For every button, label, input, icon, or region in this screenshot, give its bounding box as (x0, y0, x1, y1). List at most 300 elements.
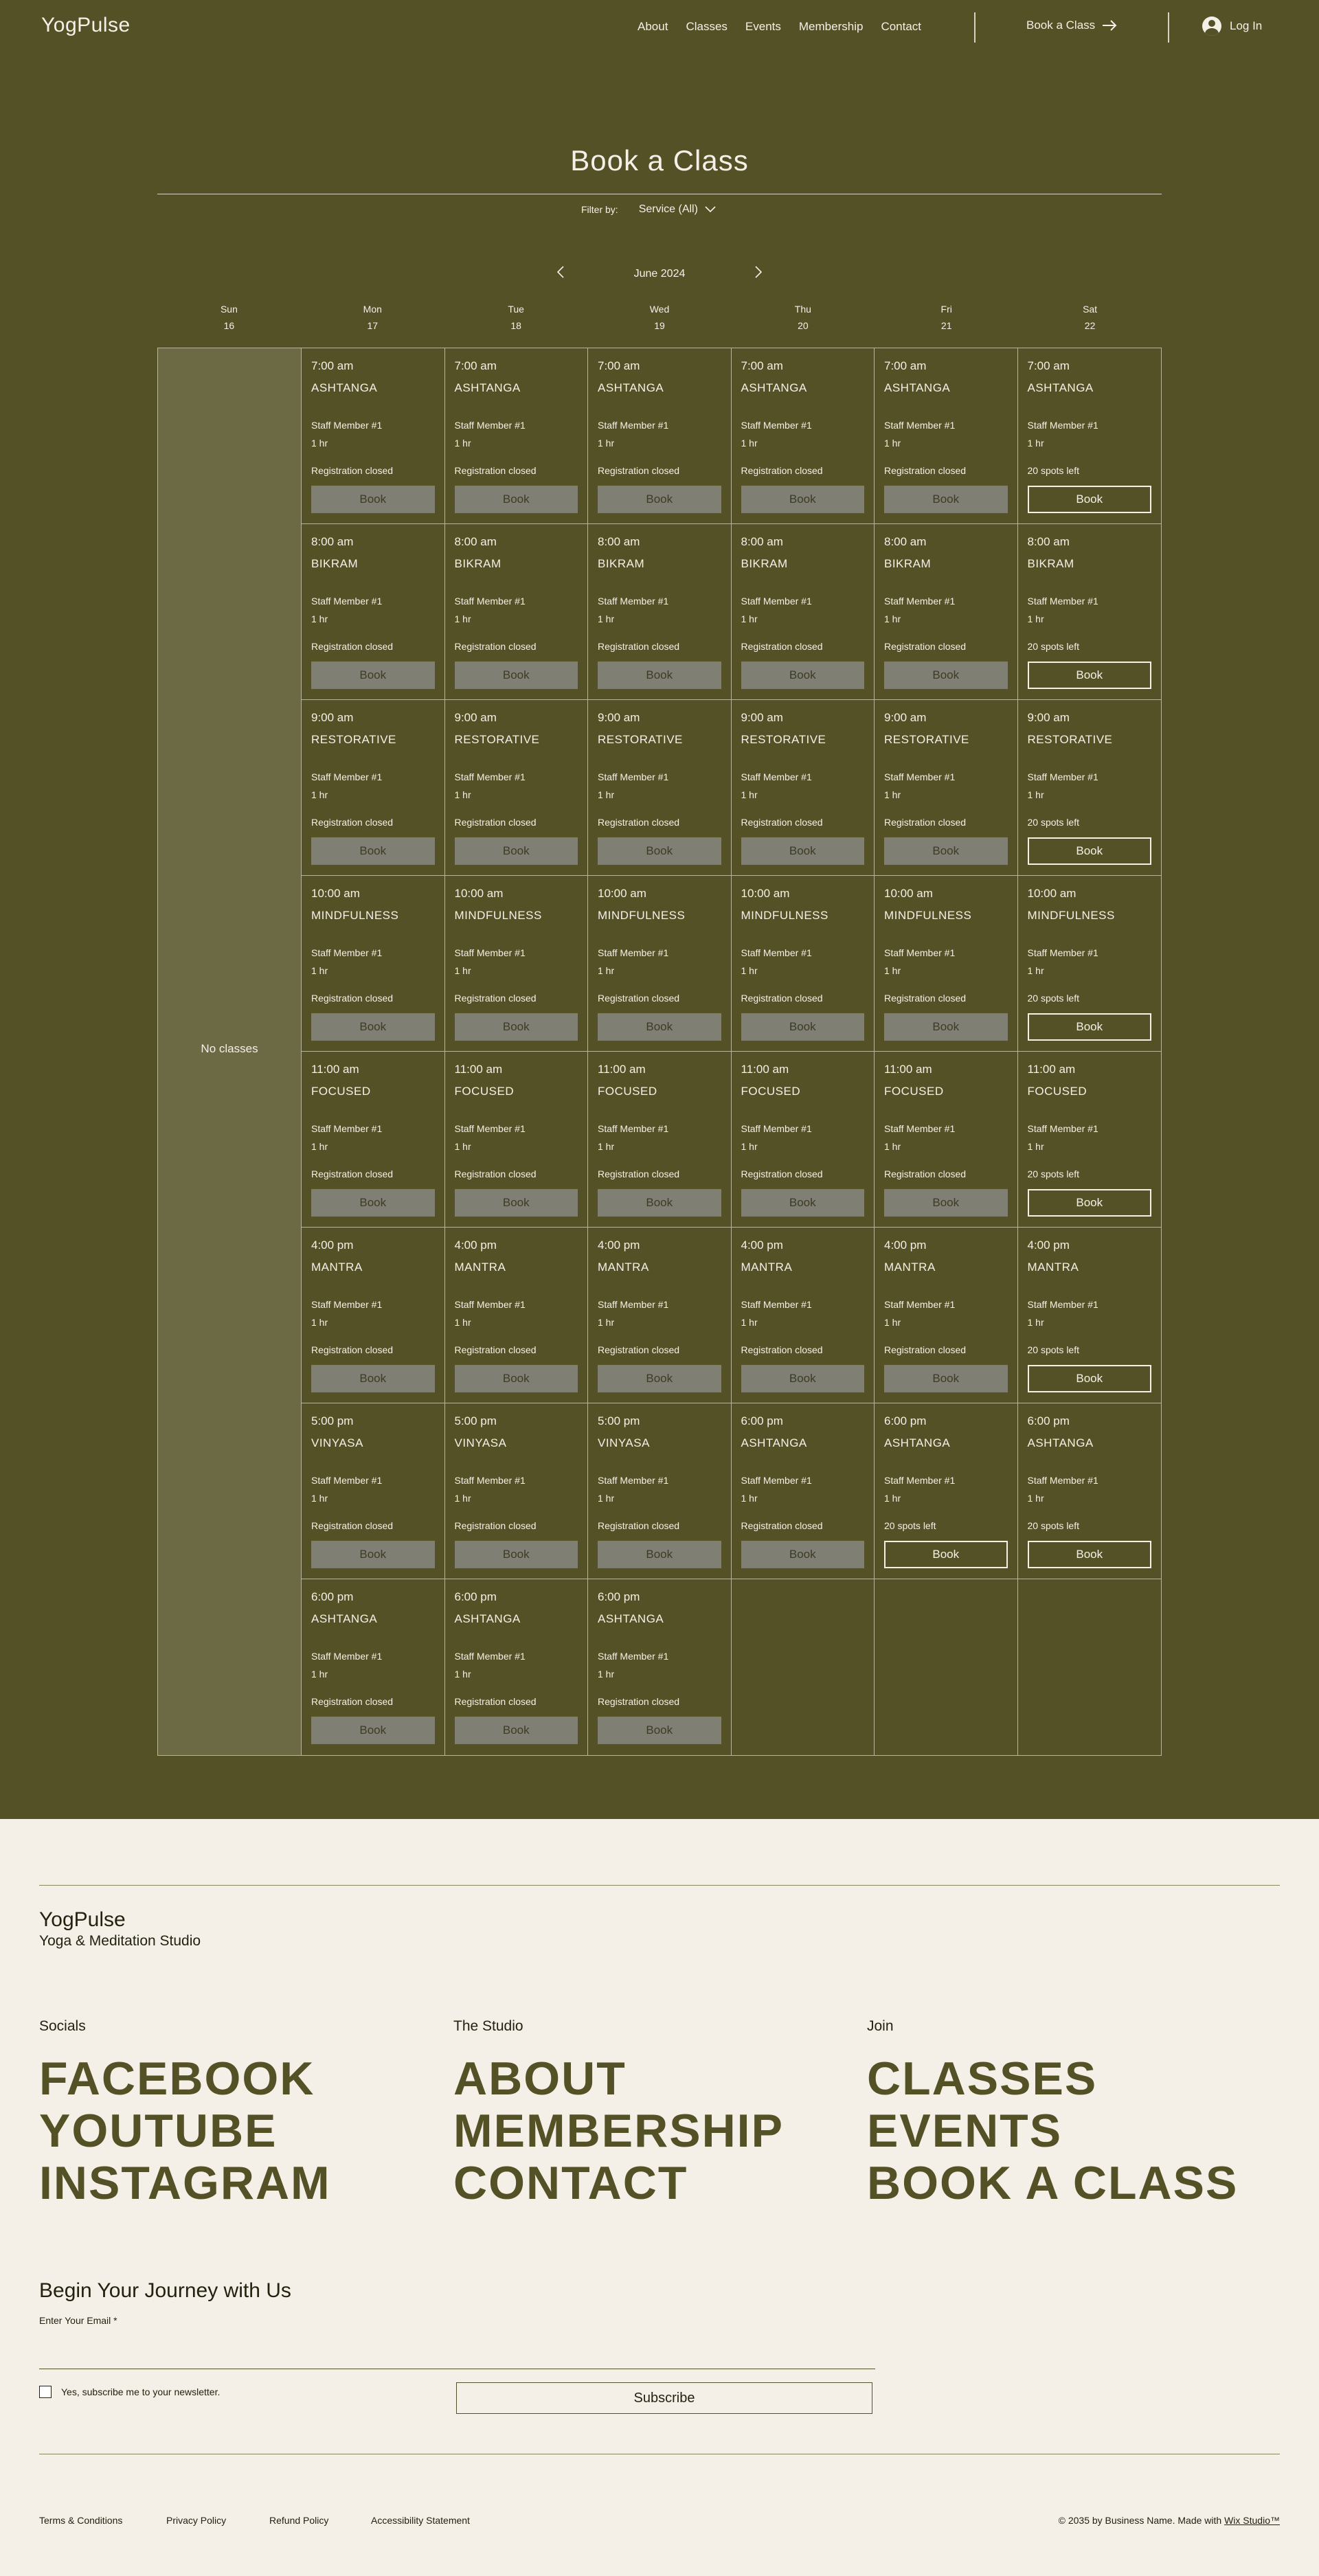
chevron-right-icon (754, 266, 763, 278)
class-status: 20 spots left (1027, 1520, 1079, 1531)
classes-link[interactable]: CLASSES (867, 2053, 1098, 2105)
class-status: Registration closed (311, 641, 394, 652)
book-button[interactable]: Book (741, 1013, 865, 1041)
nav-events[interactable]: Events (745, 20, 781, 33)
class-slot (1018, 876, 1162, 1052)
class-staff: Staff Member #1 (311, 596, 383, 607)
book-button[interactable]: Book (455, 1013, 578, 1041)
avatar-icon (1202, 16, 1221, 36)
class-staff: Staff Member #1 (454, 947, 526, 958)
class-name: ASHTANGA (311, 1612, 378, 1625)
footer-tagline: Yoga & Meditation Studio (39, 1933, 201, 1949)
class-staff: Staff Member #1 (1027, 1475, 1098, 1486)
class-time: 11:00 am (884, 1063, 932, 1076)
book-button[interactable]: Book (741, 662, 865, 689)
class-slot (302, 348, 444, 524)
studio-heading: The Studio (453, 2018, 523, 2034)
class-name: RESTORATIVE (454, 733, 540, 746)
class-slot (1018, 700, 1162, 876)
class-staff: Staff Member #1 (598, 420, 669, 431)
class-name: RESTORATIVE (1027, 733, 1113, 746)
class-time: 10:00 am (454, 887, 504, 900)
class-duration: 1 hr (454, 965, 471, 976)
class-staff: Staff Member #1 (741, 771, 812, 782)
class-staff: Staff Member #1 (311, 1651, 383, 1662)
subscribe-button[interactable]: Subscribe (456, 2382, 872, 2414)
class-duration: 1 hr (741, 1317, 758, 1328)
schedule-grid (157, 348, 1162, 1756)
class-status: Registration closed (598, 465, 680, 476)
book-button[interactable]: Book (455, 486, 578, 513)
class-time: 7:00 am (311, 359, 354, 372)
class-staff: Staff Member #1 (598, 947, 669, 958)
accessibility-link[interactable]: Accessibility Statement (371, 2515, 470, 2526)
book-button[interactable]: Book (455, 1189, 578, 1217)
class-duration: 1 hr (884, 438, 901, 449)
class-staff: Staff Member #1 (741, 1299, 812, 1310)
class-staff: Staff Member #1 (454, 1123, 526, 1134)
day-name: Thu (794, 304, 811, 315)
book-button[interactable]: Book (884, 486, 1008, 513)
class-duration: 1 hr (598, 1141, 615, 1152)
class-name: MANTRA (311, 1261, 363, 1274)
book-button[interactable]: Book (455, 662, 578, 689)
class-staff: Staff Member #1 (598, 1299, 669, 1310)
nav-membership[interactable]: Membership (798, 20, 864, 33)
chevron-down-icon (705, 206, 716, 213)
class-time: 10:00 am (1027, 887, 1076, 900)
class-staff: Staff Member #1 (884, 596, 956, 607)
class-time: 9:00 am (1027, 711, 1070, 724)
mon-column (302, 348, 445, 1755)
book-button[interactable]: Book (884, 1365, 1008, 1392)
empty-slot (875, 1579, 1017, 1755)
book-button[interactable]: Book (598, 1365, 721, 1392)
day-name: Mon (363, 304, 382, 315)
refund-link[interactable]: Refund Policy (269, 2515, 329, 2526)
class-status: 20 spots left (884, 1520, 936, 1531)
filter-label: Filter by: (581, 204, 618, 215)
class-status: Registration closed (598, 1344, 680, 1355)
sat-column (1018, 348, 1162, 1755)
class-slot (588, 348, 731, 524)
youtube-link[interactable]: YOUTUBE (39, 2105, 278, 2157)
class-status: Registration closed (598, 1168, 680, 1179)
class-duration: 1 hr (454, 1493, 471, 1504)
class-duration: 1 hr (311, 965, 328, 976)
class-duration: 1 hr (1027, 438, 1044, 449)
book-button[interactable]: Book (884, 1541, 1008, 1568)
class-staff: Staff Member #1 (454, 1475, 526, 1486)
book-a-class-label: Book a Class (1026, 19, 1096, 32)
class-slot (302, 1052, 444, 1228)
book-button[interactable]: Book (741, 486, 865, 513)
class-name: ASHTANGA (598, 381, 664, 394)
class-duration: 1 hr (884, 1141, 901, 1152)
filter-bar (581, 203, 716, 216)
book-button[interactable]: Book (741, 1541, 865, 1568)
class-name: VINYASA (454, 1436, 507, 1449)
book-button[interactable]: Book (598, 1717, 721, 1744)
class-staff: Staff Member #1 (741, 420, 812, 431)
class-duration: 1 hr (741, 789, 758, 800)
book-button[interactable]: Book (1028, 1541, 1152, 1568)
class-staff: Staff Member #1 (884, 947, 956, 958)
book-button[interactable]: Book (741, 837, 865, 865)
copyright-text: © 2035 by Business Name. Made with (1058, 2515, 1225, 2526)
email-input[interactable] (39, 2338, 875, 2369)
class-slot (875, 348, 1017, 524)
class-staff: Staff Member #1 (884, 420, 956, 431)
class-status: Registration closed (741, 817, 823, 828)
book-button[interactable]: Book (311, 486, 435, 513)
class-name: ASHTANGA (1027, 381, 1094, 394)
book-button[interactable]: Book (311, 837, 435, 865)
class-time: 6:00 pm (1027, 1414, 1070, 1427)
book-button[interactable]: Book (598, 662, 721, 689)
class-duration: 1 hr (598, 1317, 615, 1328)
class-time: 4:00 pm (598, 1239, 640, 1252)
class-time: 8:00 am (598, 535, 640, 548)
sunday-column (158, 348, 302, 1755)
class-duration: 1 hr (741, 613, 758, 624)
book-button[interactable]: Book (741, 1189, 865, 1217)
events-link[interactable]: EVENTS (867, 2105, 1063, 2157)
class-status: Registration closed (454, 993, 537, 1004)
class-status: Registration closed (741, 1344, 823, 1355)
book-button[interactable]: Book (884, 837, 1008, 865)
class-status: Registration closed (311, 1520, 394, 1531)
book-a-class-link[interactable]: BOOK A CLASS (867, 2157, 1239, 2209)
class-duration: 1 hr (884, 1493, 901, 1504)
day-header-mon (301, 301, 444, 334)
class-name: VINYASA (311, 1436, 363, 1449)
class-staff: Staff Member #1 (741, 1475, 812, 1486)
class-staff: Staff Member #1 (311, 1475, 383, 1486)
wed-column (588, 348, 732, 1755)
class-staff: Staff Member #1 (1027, 420, 1098, 431)
day-name: Sat (1083, 304, 1098, 315)
class-name: RESTORATIVE (884, 733, 969, 746)
class-status: Registration closed (598, 1520, 680, 1531)
class-staff: Staff Member #1 (311, 420, 383, 431)
class-time: 9:00 am (311, 711, 354, 724)
book-button[interactable]: Book (1028, 1189, 1152, 1217)
day-name: Wed (649, 304, 670, 315)
class-status: Registration closed (598, 993, 680, 1004)
day-name: Fri (940, 304, 952, 315)
class-status: 20 spots left (1027, 641, 1079, 652)
class-name: BIKRAM (311, 557, 359, 570)
day-header-tue (444, 301, 588, 334)
class-slot (875, 1228, 1017, 1403)
book-button[interactable]: Book (884, 1013, 1008, 1041)
day-header-sun (157, 301, 301, 334)
book-button[interactable]: Book (311, 1013, 435, 1041)
class-time: 8:00 am (311, 535, 354, 548)
class-time: 10:00 am (598, 887, 646, 900)
class-duration: 1 hr (454, 1669, 471, 1680)
class-slot (875, 876, 1017, 1052)
class-staff: Staff Member #1 (598, 1475, 669, 1486)
about-link[interactable]: ABOUT (453, 2053, 627, 2105)
book-button[interactable]: Book (1028, 486, 1152, 513)
class-duration: 1 hr (311, 789, 328, 800)
class-status: 20 spots left (1027, 993, 1079, 1004)
class-time: 9:00 am (884, 711, 927, 724)
site-logo[interactable]: YogPulse (41, 14, 131, 36)
facebook-link[interactable]: FACEBOOK (39, 2053, 315, 2105)
book-button[interactable]: Book (455, 837, 578, 865)
class-time: 5:00 pm (311, 1414, 354, 1427)
class-slot (445, 1228, 588, 1403)
wix-studio-link[interactable]: Wix Studio™ (1224, 2515, 1280, 2526)
class-name: MANTRA (598, 1261, 649, 1274)
site-footer (0, 1819, 1319, 2576)
book-button[interactable]: Book (884, 662, 1008, 689)
class-slot (732, 348, 875, 524)
class-status: Registration closed (454, 1168, 537, 1179)
book-button[interactable]: Book (884, 1189, 1008, 1217)
class-name: RESTORATIVE (311, 733, 396, 746)
class-slot (732, 524, 875, 700)
book-button[interactable]: Book (598, 1013, 721, 1041)
login-button[interactable] (1202, 16, 1262, 36)
class-slot (588, 1052, 731, 1228)
book-button[interactable]: Book (598, 1189, 721, 1217)
class-time: 8:00 am (1027, 535, 1070, 548)
day-header-fri (875, 301, 1018, 334)
class-slot (732, 700, 875, 876)
nav-contact[interactable]: Contact (881, 20, 922, 33)
class-name: MANTRA (741, 1261, 793, 1274)
class-status: Registration closed (884, 993, 967, 1004)
class-status: Registration closed (884, 817, 967, 828)
class-name: MANTRA (454, 1261, 506, 1274)
class-staff: Staff Member #1 (598, 596, 669, 607)
class-name: MINDFULNESS (1027, 909, 1115, 922)
class-slot (445, 876, 588, 1052)
studio-links (453, 2053, 784, 2209)
class-name: MANTRA (1027, 1261, 1079, 1274)
day-header-wed (588, 301, 732, 334)
socials-heading: Socials (39, 2018, 86, 2034)
class-staff: Staff Member #1 (454, 420, 526, 431)
book-button[interactable]: Book (598, 837, 721, 865)
day-date: 20 (798, 320, 809, 331)
header-divider (974, 12, 976, 43)
class-slot (588, 1228, 731, 1403)
class-name: FOCUSED (741, 1085, 801, 1098)
class-slot (1018, 1228, 1162, 1403)
footer-logo[interactable]: YogPulse (39, 1908, 126, 1931)
class-status: Registration closed (454, 817, 537, 828)
class-time: 11:00 am (741, 1063, 789, 1076)
class-slot (875, 1052, 1017, 1228)
class-name: MINDFULNESS (741, 909, 828, 922)
class-time: 6:00 pm (598, 1590, 640, 1603)
class-name: ASHTANGA (1027, 1436, 1094, 1449)
class-duration: 1 hr (454, 1141, 471, 1152)
class-slot (588, 700, 731, 876)
class-staff: Staff Member #1 (1027, 947, 1098, 958)
class-name: MINDFULNESS (311, 909, 399, 922)
class-status: 20 spots left (1027, 1168, 1079, 1179)
class-duration: 1 hr (598, 965, 615, 976)
class-name: MINDFULNESS (454, 909, 542, 922)
class-duration: 1 hr (884, 1317, 901, 1328)
class-name: ASHTANGA (741, 1436, 807, 1449)
book-button[interactable]: Book (598, 1541, 721, 1568)
class-duration: 1 hr (454, 789, 471, 800)
day-date: 19 (654, 320, 665, 331)
instagram-link[interactable]: INSTAGRAM (39, 2157, 331, 2209)
class-time: 8:00 am (454, 535, 497, 548)
class-name: BIKRAM (741, 557, 788, 570)
class-slot (732, 1403, 875, 1579)
class-name: FOCUSED (454, 1085, 515, 1098)
class-name: BIKRAM (454, 557, 501, 570)
book-button[interactable]: Book (1028, 837, 1152, 865)
newsletter-checkbox-label: Yes, subscribe me to your newsletter. (61, 2386, 221, 2397)
class-time: 6:00 pm (741, 1414, 783, 1427)
class-slot (732, 876, 875, 1052)
privacy-link[interactable]: Privacy Policy (166, 2515, 227, 2526)
membership-link[interactable]: MEMBERSHIP (453, 2105, 784, 2157)
class-duration: 1 hr (598, 1493, 615, 1504)
empty-slot (1018, 1579, 1162, 1755)
class-time: 4:00 pm (741, 1239, 783, 1252)
book-button[interactable]: Book (1028, 662, 1152, 689)
class-name: ASHTANGA (311, 381, 378, 394)
class-status: Registration closed (741, 993, 823, 1004)
next-week-button[interactable] (750, 265, 767, 282)
class-duration: 1 hr (311, 1317, 328, 1328)
class-staff: Staff Member #1 (884, 1299, 956, 1310)
class-staff: Staff Member #1 (741, 1123, 812, 1134)
class-duration: 1 hr (311, 438, 328, 449)
class-staff: Staff Member #1 (1027, 771, 1098, 782)
class-slot (588, 1403, 731, 1579)
weekday-header (157, 301, 1162, 334)
class-duration: 1 hr (1027, 1493, 1044, 1504)
service-filter-value: Service (All) (638, 203, 698, 215)
book-button[interactable]: Book (1028, 1013, 1152, 1041)
main-nav (638, 20, 921, 34)
class-name: MINDFULNESS (884, 909, 972, 922)
terms-link[interactable]: Terms & Conditions (39, 2515, 123, 2526)
book-button[interactable]: Book (741, 1365, 865, 1392)
class-slot (1018, 348, 1162, 524)
book-button[interactable]: Book (311, 662, 435, 689)
class-time: 4:00 pm (311, 1239, 354, 1252)
class-name: BIKRAM (884, 557, 932, 570)
class-time: 10:00 am (741, 887, 790, 900)
class-status: Registration closed (741, 465, 823, 476)
thu-column (732, 348, 875, 1755)
class-name: MINDFULNESS (598, 909, 686, 922)
class-time: 8:00 am (741, 535, 783, 548)
book-button[interactable]: Book (311, 1541, 435, 1568)
class-status: Registration closed (311, 1344, 394, 1355)
class-duration: 1 hr (741, 438, 758, 449)
newsletter-checkbox[interactable] (39, 2386, 52, 2398)
class-duration: 1 hr (741, 1493, 758, 1504)
class-time: 11:00 am (1027, 1063, 1076, 1076)
class-name: ASHTANGA (598, 1612, 664, 1625)
class-duration: 1 hr (1027, 1317, 1044, 1328)
book-button[interactable]: Book (311, 1189, 435, 1217)
month-label: June 2024 (633, 268, 686, 280)
class-staff: Staff Member #1 (1027, 1123, 1098, 1134)
book-button[interactable]: Book (455, 1717, 578, 1744)
class-status: Registration closed (741, 1520, 823, 1531)
class-name: FOCUSED (598, 1085, 657, 1098)
day-date: 21 (940, 320, 952, 331)
class-slot (445, 1403, 588, 1579)
book-button[interactable]: Book (455, 1365, 578, 1392)
class-time: 4:00 pm (884, 1239, 927, 1252)
class-slot (1018, 1052, 1162, 1228)
class-duration: 1 hr (454, 438, 471, 449)
class-slot (1018, 524, 1162, 700)
class-time: 7:00 am (1027, 359, 1070, 372)
class-time: 8:00 am (884, 535, 927, 548)
class-time: 6:00 pm (311, 1590, 354, 1603)
book-a-class-button[interactable] (1026, 19, 1117, 32)
class-staff: Staff Member #1 (1027, 596, 1098, 607)
class-duration: 1 hr (311, 1493, 328, 1504)
class-status: Registration closed (311, 465, 394, 476)
nav-classes[interactable]: Classes (686, 20, 728, 33)
book-button[interactable]: Book (311, 1717, 435, 1744)
day-name: Sun (220, 304, 238, 315)
login-label: Log In (1230, 19, 1263, 32)
book-button[interactable]: Book (1028, 1365, 1152, 1392)
header-divider (1168, 12, 1169, 43)
class-duration: 1 hr (598, 438, 615, 449)
nav-about[interactable]: About (638, 20, 668, 33)
contact-link[interactable]: CONTACT (453, 2157, 688, 2209)
class-staff: Staff Member #1 (1027, 1299, 1098, 1310)
class-duration: 1 hr (884, 789, 901, 800)
class-slot (302, 876, 444, 1052)
booking-section (0, 56, 1319, 1819)
class-slot (588, 876, 731, 1052)
class-time: 10:00 am (311, 887, 360, 900)
tue-column (445, 348, 589, 1755)
class-status: Registration closed (311, 817, 394, 828)
book-button[interactable]: Book (598, 486, 721, 513)
class-staff: Staff Member #1 (311, 947, 383, 958)
book-button[interactable]: Book (455, 1541, 578, 1568)
class-slot (302, 1228, 444, 1403)
email-label: Enter Your Email * (39, 2315, 117, 2326)
class-staff: Staff Member #1 (741, 596, 812, 607)
class-slot (302, 1403, 444, 1579)
class-status: Registration closed (311, 1696, 394, 1707)
class-status: 20 spots left (1027, 817, 1079, 828)
class-slot (732, 1052, 875, 1228)
class-staff: Staff Member #1 (884, 771, 956, 782)
class-time: 9:00 am (741, 711, 783, 724)
class-duration: 1 hr (1027, 1141, 1044, 1152)
book-button[interactable]: Book (311, 1365, 435, 1392)
class-staff: Staff Member #1 (311, 1123, 383, 1134)
service-filter-dropdown[interactable] (639, 203, 716, 216)
day-date: 18 (510, 320, 521, 331)
page-title: Book a Class (570, 144, 749, 177)
